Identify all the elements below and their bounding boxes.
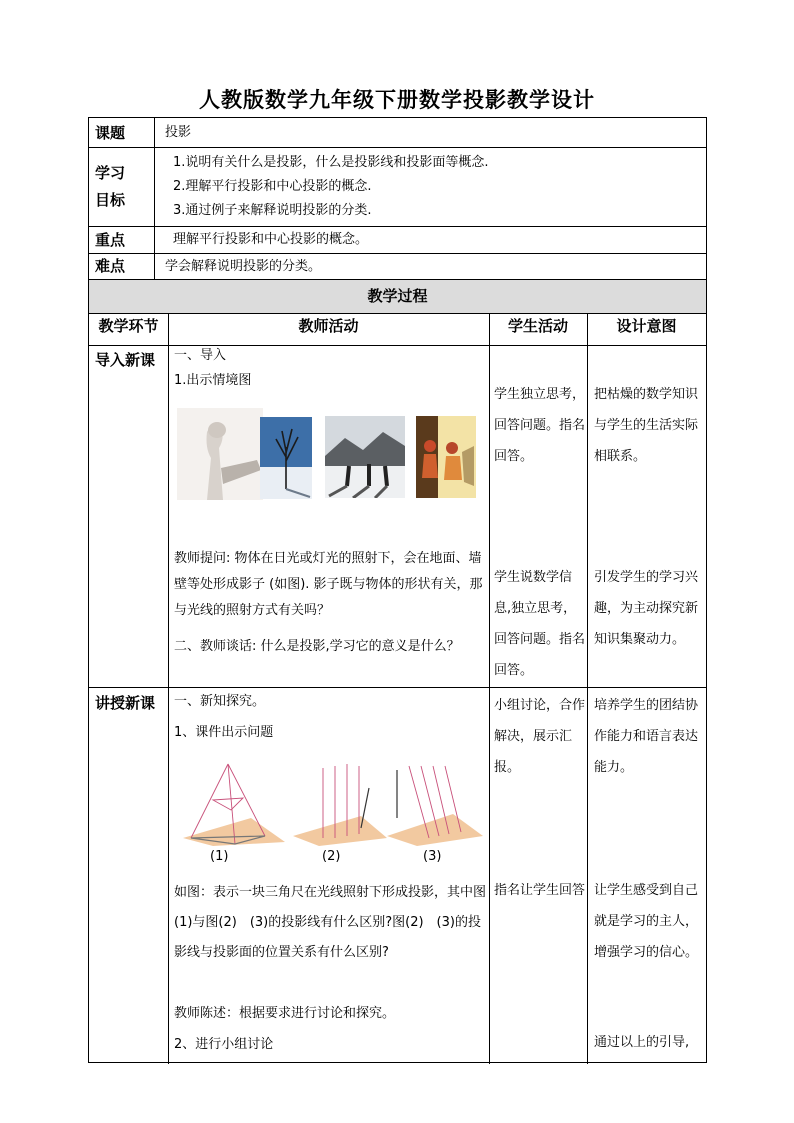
difficulty-label: 难点 xyxy=(95,257,126,275)
stage-new-lesson: 讲授新课 xyxy=(95,694,156,712)
new-step-2: 1、课件出示问题 xyxy=(174,725,274,740)
figure-label-2: (2) xyxy=(322,849,341,864)
new-student-activity-b: 指名让学生回答 xyxy=(494,883,586,898)
new-design-intent-a: 培养学生的团结协作能力和语言表达能力。 xyxy=(594,698,699,775)
new-student-activity-a: 小组讨论，合作解决，展示汇报。 xyxy=(494,698,586,775)
goals-label-line2: 目标 xyxy=(95,191,126,209)
topic-value: 投影 xyxy=(165,125,192,140)
intro-step-1: 一、导入 xyxy=(174,348,227,363)
intro-student-activity-a: 学生独立思考，回答问题。指名回答。 xyxy=(494,387,586,464)
shadow-photo-people-snow xyxy=(325,416,405,498)
intro-step-2: 1.出示情境图 xyxy=(174,373,252,388)
intro-design-intent-a: 把枯燥的数学知识与学生的生活实际相联系。 xyxy=(594,387,699,464)
shadow-photo-tree xyxy=(260,417,312,499)
col-header-intent: 设计意图 xyxy=(616,317,677,335)
projection-figure xyxy=(173,758,487,848)
col-header-teacher: 教师活动 xyxy=(298,317,359,335)
new-teacher-discussion: 2、进行小组讨论 xyxy=(174,1037,274,1052)
new-teacher-statement: 教师陈述：根据要求进行讨论和探究。 xyxy=(174,1006,396,1021)
stage-intro: 导入新课 xyxy=(95,351,156,369)
topic-label: 课题 xyxy=(95,124,126,142)
shadow-photo-puppets xyxy=(416,416,476,498)
goal-item-1: 1.说明有关什么是投影，什么是投影线和投影面等概念. xyxy=(173,155,489,170)
new-design-intent-b: 让学生感受到自己就是学习的主人，增强学习的信心。 xyxy=(594,883,699,960)
intro-teacher-talk: 二、教师谈话: 什么是投影,学习它的意义是什么？ xyxy=(174,639,460,654)
new-design-intent-c: 通过以上的引导, xyxy=(594,1035,690,1050)
process-header: 教学过程 xyxy=(89,280,706,313)
new-step-1: 一、新知探究。 xyxy=(174,694,266,709)
intro-student-activity-b: 学生说数学信息,独立思考，回答问题。指名回答。 xyxy=(494,570,586,678)
goal-item-2: 2.理解平行投影和中心投影的概念. xyxy=(173,179,372,194)
figure-label-3: (3) xyxy=(423,849,442,864)
lesson-plan-table xyxy=(88,117,707,1063)
document-title: 人教版数学九年级下册数学投影教学设计 xyxy=(199,88,595,112)
goals-label-line1: 学习 xyxy=(95,164,126,182)
goal-item-3: 3.通过例子来解释说明投影的分类. xyxy=(173,203,372,218)
key-point-value: 理解平行投影和中心投影的概念。 xyxy=(173,232,369,247)
intro-teacher-question: 教师提问: 物体在日光或灯光的照射下，会在地面、墙壁等处形成影子 (如图). 影子既与物体的形状有关，那与光线的照射方式有关吗？ xyxy=(174,551,483,618)
shadow-photo-statue xyxy=(177,408,263,500)
key-point-label: 重点 xyxy=(95,231,126,249)
new-teacher-question: 如图：表示一块三角尺在光线照射下形成投影，其中图(1)与图(2) (3)的投影线有什么区别?图(2) (3)的投影线与投影面的位置关系有什么区别? xyxy=(174,885,487,960)
figure-label-1: (1) xyxy=(210,849,229,864)
col-header-stage: 教学环节 xyxy=(98,317,159,335)
difficulty-value: 学会解释说明投影的分类。 xyxy=(165,259,322,274)
intro-design-intent-b: 引发学生的学习兴趣，为主动探究新知识集聚动力。 xyxy=(594,570,699,647)
col-header-student: 学生活动 xyxy=(507,317,568,335)
